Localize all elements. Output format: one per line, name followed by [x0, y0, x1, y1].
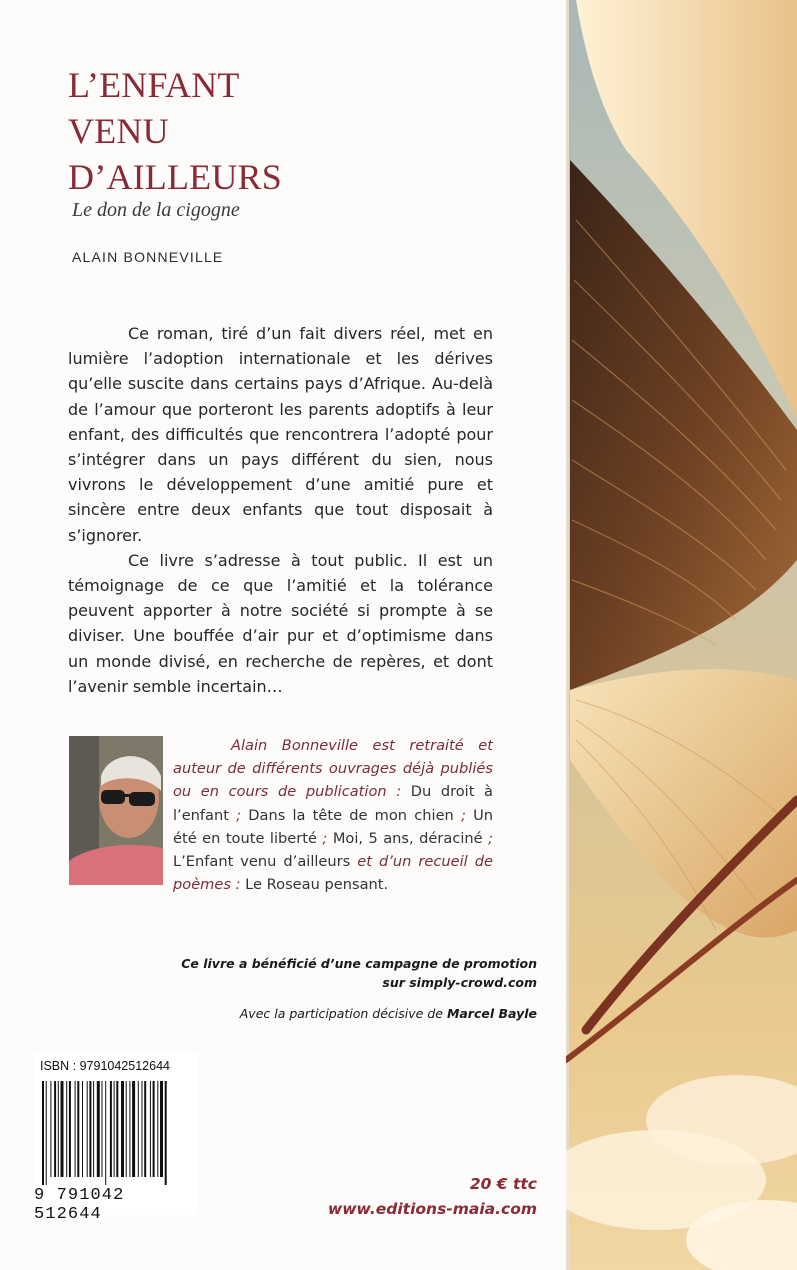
- bio-book: Un été en toute liberté: [173, 806, 494, 847]
- barcode-bar: [61, 1081, 64, 1177]
- barcode-bar: [144, 1081, 146, 1177]
- bio-book: Le Roseau pensant.: [245, 876, 389, 894]
- barcode-digits: 9 791042 512644: [34, 1186, 125, 1224]
- bio-separator: [454, 807, 466, 824]
- barcode-bar: [69, 1081, 71, 1177]
- barcode-bar: [87, 1081, 88, 1177]
- barcode-bar: [89, 1081, 91, 1177]
- stork-wing-illustration: [566, 0, 797, 1270]
- book-blurb: [68, 321, 493, 699]
- barcode-bar: [46, 1081, 47, 1185]
- title-line: L’ENFANT: [68, 65, 240, 105]
- barcode-bar: [105, 1081, 106, 1185]
- bio-sep: ;: [460, 806, 466, 824]
- promo-line: sur simply-crowd.com: [382, 975, 537, 990]
- bio-intro: Alain Bonneville est retraité et auteur de différents ouvrages déjà publiés ou en cours de publication :: [173, 737, 493, 801]
- promotion-note: [150, 954, 537, 1023]
- isbn-barcode-block: [34, 1053, 198, 1224]
- barcode-bar: [58, 1081, 59, 1177]
- barcode-bar: [126, 1081, 127, 1177]
- barcode-bar: [132, 1081, 135, 1177]
- barcode-bar: [153, 1081, 155, 1177]
- barcode-bar: [165, 1081, 167, 1185]
- barcode-bar: [54, 1081, 56, 1177]
- title-line: VENU: [68, 111, 169, 151]
- bio-sep: ;: [322, 829, 328, 847]
- blurb-paragraph: Ce livre s’adresse à tout public. Il est un témoignage de ce que l’amitié et la tolérance peuvent apporter à notre société si prompte à se diviser. Une bouffée d’air pur et d’optimisme dans un monde divisé, en recherche de repères, et dont l’avenir semble incertain…: [68, 550, 493, 696]
- barcode-bar: [150, 1081, 151, 1177]
- book-title: [68, 62, 488, 200]
- barcode-bar: [160, 1081, 163, 1177]
- barcode-bar: [50, 1081, 51, 1177]
- bio-book: L’Enfant venu d’ailleurs: [173, 853, 351, 871]
- blurb-paragraph: Ce roman, tiré d’un fait divers réel, met en lumière l’adoption internationale et les dérives qu’elle suscite dans certains pays d’Afrique. Au-delà de l’amour que porteront les parents adoptifs à leur enfant, des difficultés que rencontrera l’adopté pour s’intégrer dans un pays différent du sien, nous vivrons le développement d’une amitié pure et sincère entre deux enfants que tout disposait à s’ignorer.: [68, 324, 493, 545]
- barcode-bar: [102, 1081, 103, 1177]
- bio-book: Du droit à l’enfant: [173, 783, 493, 824]
- barcode-bar: [116, 1081, 118, 1177]
- bio-sep: ;: [488, 829, 494, 847]
- barcode-icon: [34, 1081, 198, 1185]
- barcode-bar: [42, 1081, 44, 1185]
- book-subtitle: Le don de la cigogne: [72, 199, 240, 221]
- barcode-bar: [142, 1081, 143, 1177]
- bio-separator: [229, 807, 241, 824]
- participant-name: Marcel Bayle: [446, 1006, 537, 1021]
- author-portrait: [69, 736, 163, 885]
- price: 20 € ttc: [469, 1175, 537, 1193]
- bio-book: Dans la tête de mon chien: [248, 806, 454, 824]
- barcode-bar: [93, 1081, 94, 1177]
- publisher-website: www.editions-maia.com: [327, 1200, 537, 1218]
- participation-prefix: Avec la participation décisive de: [239, 1006, 443, 1021]
- barcode-bar: [66, 1081, 67, 1177]
- promo-line: Ce livre a bénéficié d’une campagne de promotion: [181, 956, 537, 971]
- stork-wing-photo: [566, 0, 797, 1270]
- bio-sep: ;: [236, 806, 242, 824]
- barcode-bar: [110, 1081, 112, 1177]
- barcode-bar: [97, 1081, 100, 1177]
- barcode-bar: [157, 1081, 158, 1177]
- author-name: ALAIN BONNEVILLE: [72, 249, 224, 265]
- bio-and-text: et d’un recueil de poèmes :: [173, 853, 493, 894]
- bio-separator: [317, 830, 327, 847]
- barcode-bar: [75, 1081, 76, 1177]
- bio-book: Moi, 5 ans, déraciné: [332, 829, 483, 847]
- barcode-bar: [121, 1081, 124, 1177]
- barcode-bar: [129, 1081, 130, 1177]
- participation-line: [150, 1004, 537, 1023]
- author-photo: [69, 736, 163, 885]
- title-line: D’AILLEURS: [68, 157, 282, 197]
- barcode-bar: [114, 1081, 115, 1177]
- barcode-bar: [82, 1081, 83, 1177]
- isbn-label: ISBN : 9791042512644: [40, 1059, 170, 1073]
- bio-separator: [483, 830, 493, 847]
- barcode-bar: [77, 1081, 79, 1177]
- barcode-bar: [138, 1081, 139, 1177]
- price-block: [300, 1172, 537, 1222]
- author-bio: [173, 734, 493, 896]
